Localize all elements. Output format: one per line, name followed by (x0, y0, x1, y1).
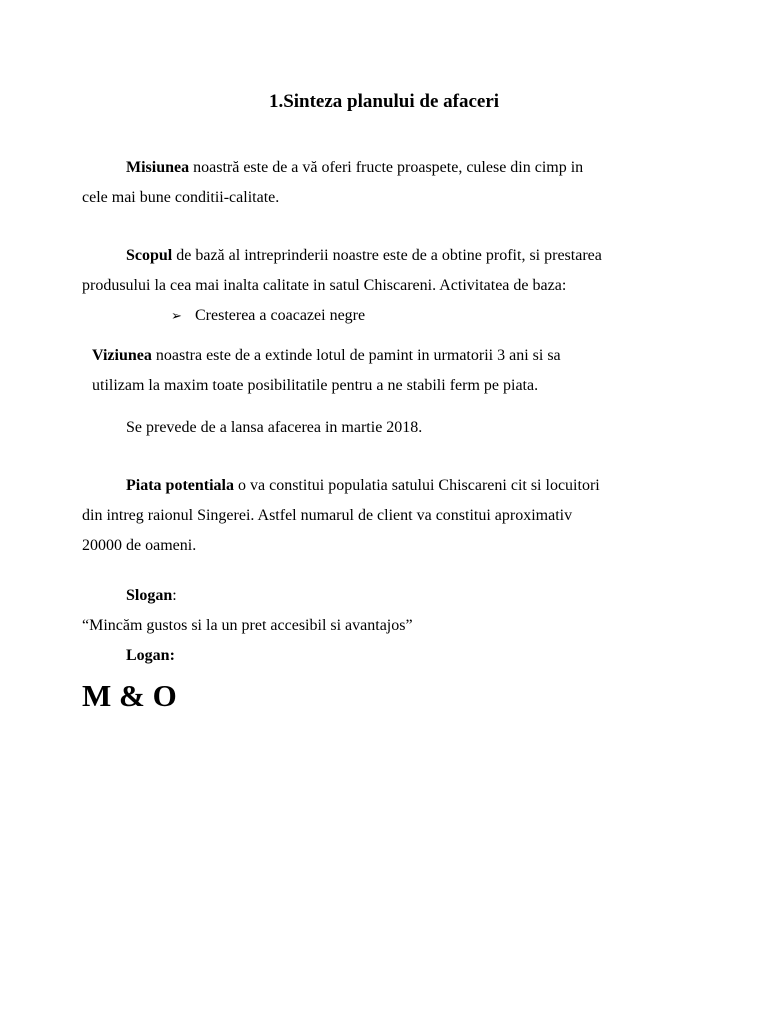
bullet-item: Cresterea a coacazei negre (195, 307, 366, 324)
lansare-paragraph: Se prevede de a lansa afacerea in martie 2018. (126, 419, 423, 436)
misiunea-line-1 (126, 158, 583, 178)
logan-heading (126, 646, 175, 666)
viziunea-text-1: noastra este de a extinde lotul de pamint in urmatorii 3 ani si sa (151, 347, 561, 364)
logo-text: M & O (82, 678, 177, 713)
viziunea-line-2: utilizam la maxim toate posibilitatile pentru a ne stabili ferm pe piata. (92, 377, 539, 394)
slogan-text: “Mincăm gustos si la un pret accesibil si avantajos” (82, 617, 413, 634)
piata-line-2: din intreg raionul Singerei. Astfel numarul de client va constitui aproximativ (82, 507, 573, 524)
scopul-label: Scopul (126, 247, 173, 264)
misiunea-label: Misiunea (126, 159, 190, 176)
piata-label: Piata potentiala (126, 477, 234, 494)
piata-text-1: o va constitui populatia satului Chiscareni cit si locuitori (234, 477, 600, 494)
viziunea-label: Viziunea (92, 347, 152, 364)
piata-line-1 (126, 476, 600, 496)
slogan-label: Slogan (126, 587, 173, 604)
viziunea-line-1 (92, 346, 561, 366)
logan-label: Logan: (126, 647, 175, 664)
misiunea-text-1: noastră este de a vă oferi fructe proaspete, culese din cimp in (189, 159, 584, 176)
slogan-heading (126, 586, 177, 606)
misiunea-line-2: cele mai bune conditii-calitate. (82, 189, 280, 206)
slogan-colon: : (172, 587, 177, 604)
page-title: 1.Sinteza planului de afaceri (268, 91, 500, 112)
arrow-bullet-icon: ➢ (171, 308, 182, 323)
scopul-line-1 (126, 246, 602, 266)
scopul-line-2: produsului la cea mai inalta calitate in satul Chiscareni. Activitatea de baza: (82, 277, 567, 294)
piata-line-3: 20000 de oameni. (82, 537, 197, 554)
scopul-text-1: de bază al intreprinderii noastre este de a obtine profit, si prestarea (172, 247, 602, 264)
